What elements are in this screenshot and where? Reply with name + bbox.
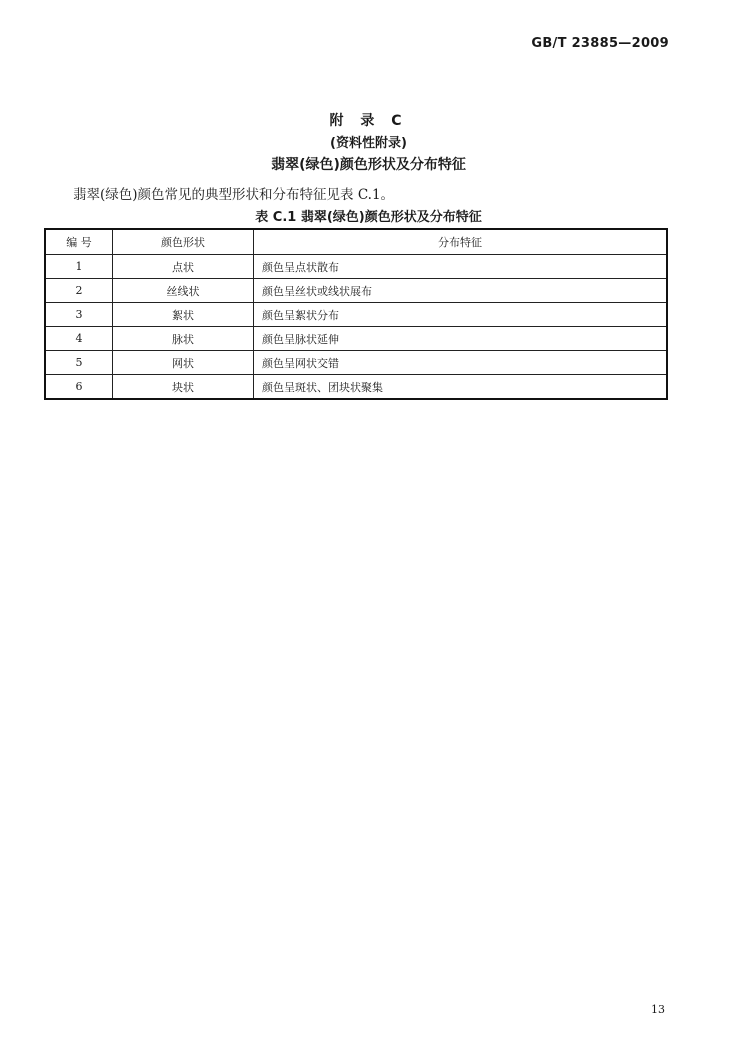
- row-number: 3: [45, 303, 113, 327]
- table-row: [45, 327, 667, 351]
- row-number: 6: [45, 375, 113, 400]
- row-color-shape: 点状: [113, 255, 254, 279]
- row-distribution: 颜色呈丝状或线状展布: [254, 279, 668, 303]
- annex-type: (资料性附录): [330, 136, 407, 151]
- row-number: 1: [45, 255, 113, 279]
- annex-title: 附 录 C: [329, 113, 408, 129]
- table-row: [45, 279, 667, 303]
- table-header-row: [45, 229, 667, 255]
- row-distribution: 颜色呈脉状延伸: [254, 327, 668, 351]
- standard-number: GB/T 23885—2009: [531, 36, 669, 51]
- row-color-shape: 丝线状: [113, 279, 254, 303]
- annex-heading: 翡翠(绿色)颜色形状及分布特征: [271, 157, 466, 173]
- color-shape-table: [44, 228, 668, 400]
- table-row: [45, 303, 667, 327]
- header-number: 编 号: [45, 229, 113, 255]
- table-row: [45, 375, 667, 400]
- row-number: 4: [45, 327, 113, 351]
- row-color-shape: 脉状: [113, 327, 254, 351]
- header-distribution: 分布特征: [254, 229, 668, 255]
- row-distribution: 颜色呈网状交错: [254, 351, 668, 375]
- table-row: [45, 351, 667, 375]
- row-distribution: 颜色呈斑状、团块状聚集: [254, 375, 668, 400]
- header-color-shape: 颜色形状: [113, 229, 254, 255]
- row-number: 2: [45, 279, 113, 303]
- intro-paragraph: 翡翠(绿色)颜色常见的典型形状和分布特征见表 C.1。: [73, 187, 395, 203]
- row-number: 5: [45, 351, 113, 375]
- row-color-shape: 网状: [113, 351, 254, 375]
- row-color-shape: 块状: [113, 375, 254, 400]
- table-row: [45, 255, 667, 279]
- row-color-shape: 絮状: [113, 303, 254, 327]
- row-distribution: 颜色呈絮状分布: [254, 303, 668, 327]
- row-distribution: 颜色呈点状散布: [254, 255, 668, 279]
- page-number: 13: [651, 1003, 665, 1016]
- table-caption: 表 C.1 翡翠(绿色)颜色形状及分布特征: [255, 210, 482, 225]
